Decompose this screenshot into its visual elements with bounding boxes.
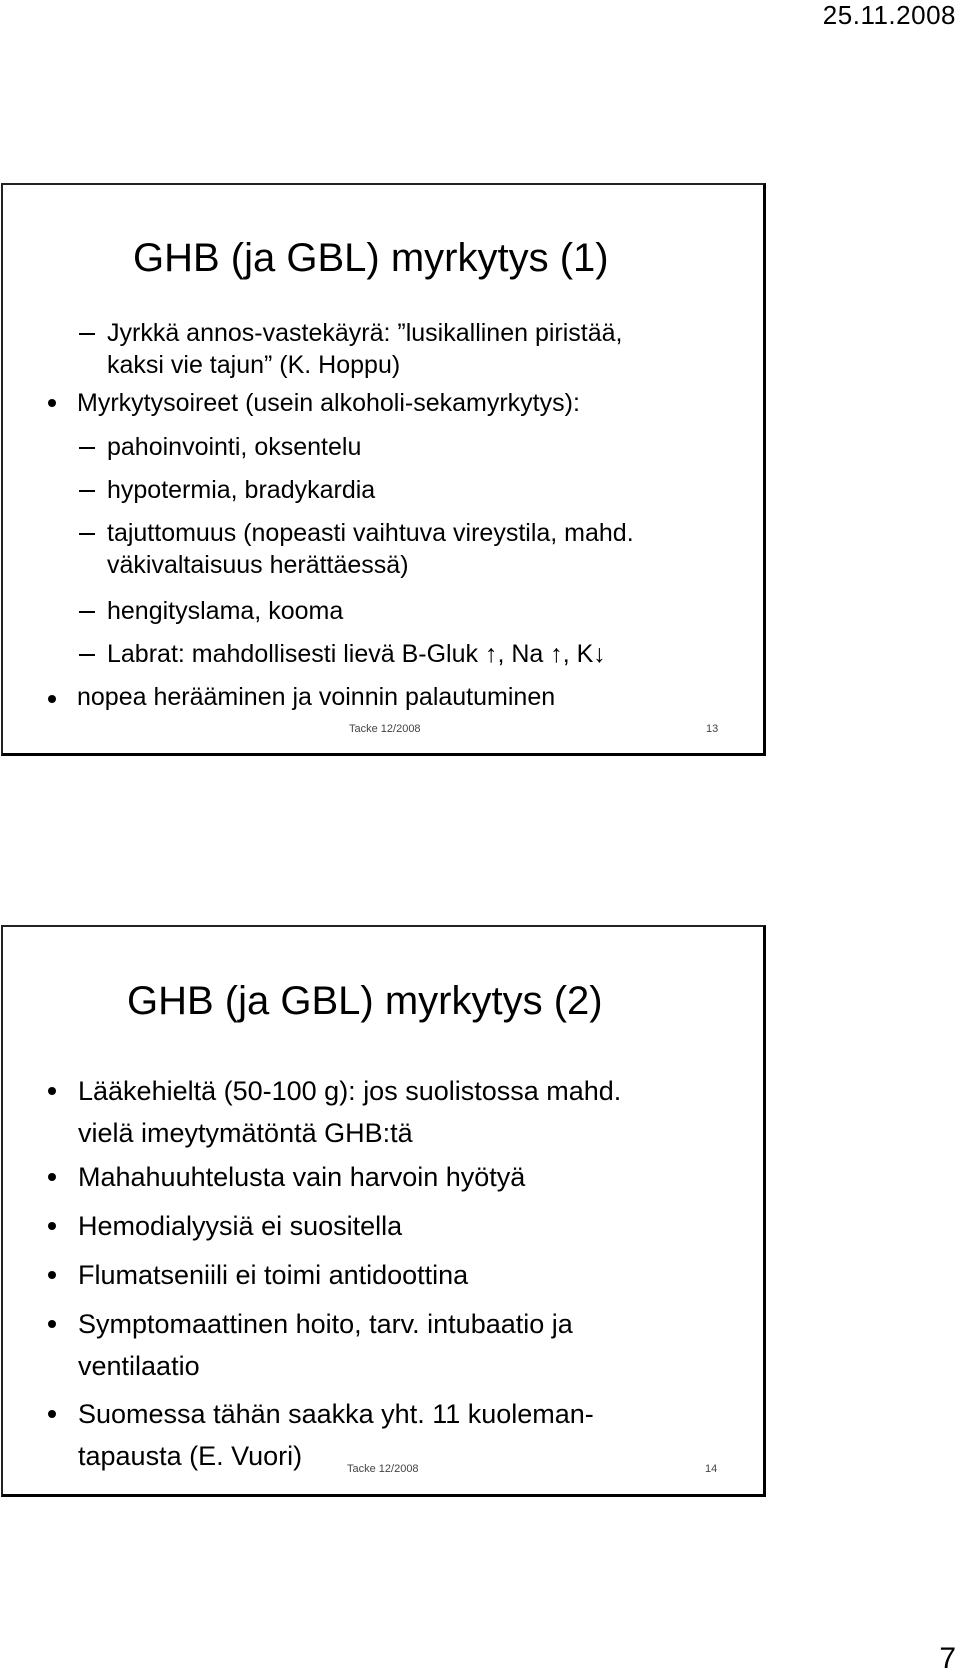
- dash-marker: [79, 490, 95, 492]
- list-item-line: väkivaltaisuus herättäessä): [107, 551, 409, 579]
- list-item: [107, 638, 606, 670]
- list-item-line: hypotermia, bradykardia: [107, 476, 376, 504]
- dash-marker: [79, 611, 95, 613]
- list-item: [78, 1070, 621, 1154]
- list-item-line: ventilaatio: [78, 1351, 200, 1381]
- slide-footer-number: 13: [706, 723, 719, 735]
- list-item: [77, 681, 555, 713]
- bullet-marker: [48, 1222, 56, 1230]
- list-item-line: Jyrkkä annos-vastekäyrä: ”lusikallinen piristää,: [107, 319, 623, 347]
- bullet-marker: [48, 399, 56, 407]
- dash-marker: [79, 447, 95, 449]
- slide-footer-source: Tacke 12/2008: [349, 723, 421, 735]
- list-item-line: Symptomaattinen hoito, tarv. intubaatio ja: [78, 1309, 573, 1339]
- list-item-line: vielä imeytymätöntä GHB:tä: [78, 1118, 413, 1148]
- bullet-marker: [48, 1173, 56, 1181]
- slide-title: GHB (ja GBL) myrkytys (1): [133, 236, 609, 280]
- list-item: [107, 474, 375, 506]
- bullet-marker: [48, 1320, 56, 1328]
- bullet-marker: [48, 1410, 56, 1418]
- list-item-line: kaksi vie tajun” (K. Hoppu): [107, 351, 401, 379]
- slide-footer-number: 14: [705, 1463, 718, 1475]
- list-item-line: Flumatseniili ei toimi antidoottina: [78, 1260, 469, 1290]
- slide-14: [1, 925, 766, 1497]
- list-item-line: tapausta (E. Vuori): [78, 1441, 303, 1471]
- list-item-line: pahoinvointi, oksentelu: [107, 433, 362, 461]
- list-item-line: Hemodialyysiä ei suositella: [78, 1211, 403, 1241]
- list-item-line: Labrat: mahdollisesti lievä B-Gluk ↑, Na ↑, K↓: [107, 640, 606, 668]
- slide-13: [1, 183, 766, 756]
- list-item-line: Myrkytysoireet (usein alkoholi-sekamyrkytys):: [77, 389, 580, 417]
- slide-title: GHB (ja GBL) myrkytys (2): [127, 979, 603, 1023]
- list-item: [107, 517, 634, 581]
- header-date: 25.11.2008: [822, 0, 956, 30]
- bullet-marker: [48, 1087, 56, 1095]
- list-item: [107, 317, 623, 381]
- list-item: [107, 595, 343, 627]
- list-item: [78, 1205, 402, 1247]
- list-item: [77, 387, 580, 419]
- list-item: [78, 1156, 525, 1198]
- bullet-marker: [48, 1271, 56, 1279]
- list-item: [78, 1254, 468, 1296]
- list-item-line: Mahahuuhtelusta vain harvoin hyötyä: [78, 1162, 526, 1192]
- list-item-line: hengityslama, kooma: [107, 597, 344, 625]
- list-item: [107, 431, 361, 463]
- list-item: [78, 1393, 594, 1477]
- dash-marker: [79, 533, 95, 535]
- page-number: 7: [939, 1642, 956, 1675]
- list-item: [78, 1303, 573, 1387]
- bullet-marker: [48, 695, 56, 703]
- dash-marker: [79, 333, 95, 335]
- list-item-line: Suomessa tähän saakka yht. 11 kuoleman-: [78, 1399, 594, 1429]
- slide-footer-source: Tacke 12/2008: [347, 1463, 419, 1475]
- list-item-line: tajuttomuus (nopeasti vaihtuva vireystila, mahd.: [107, 519, 634, 547]
- list-item-line: Lääkehieltä (50-100 g): jos suolistossa mahd.: [78, 1076, 622, 1106]
- dash-marker: [79, 654, 95, 656]
- list-item-line: nopea herääminen ja voinnin palautuminen: [77, 683, 556, 711]
